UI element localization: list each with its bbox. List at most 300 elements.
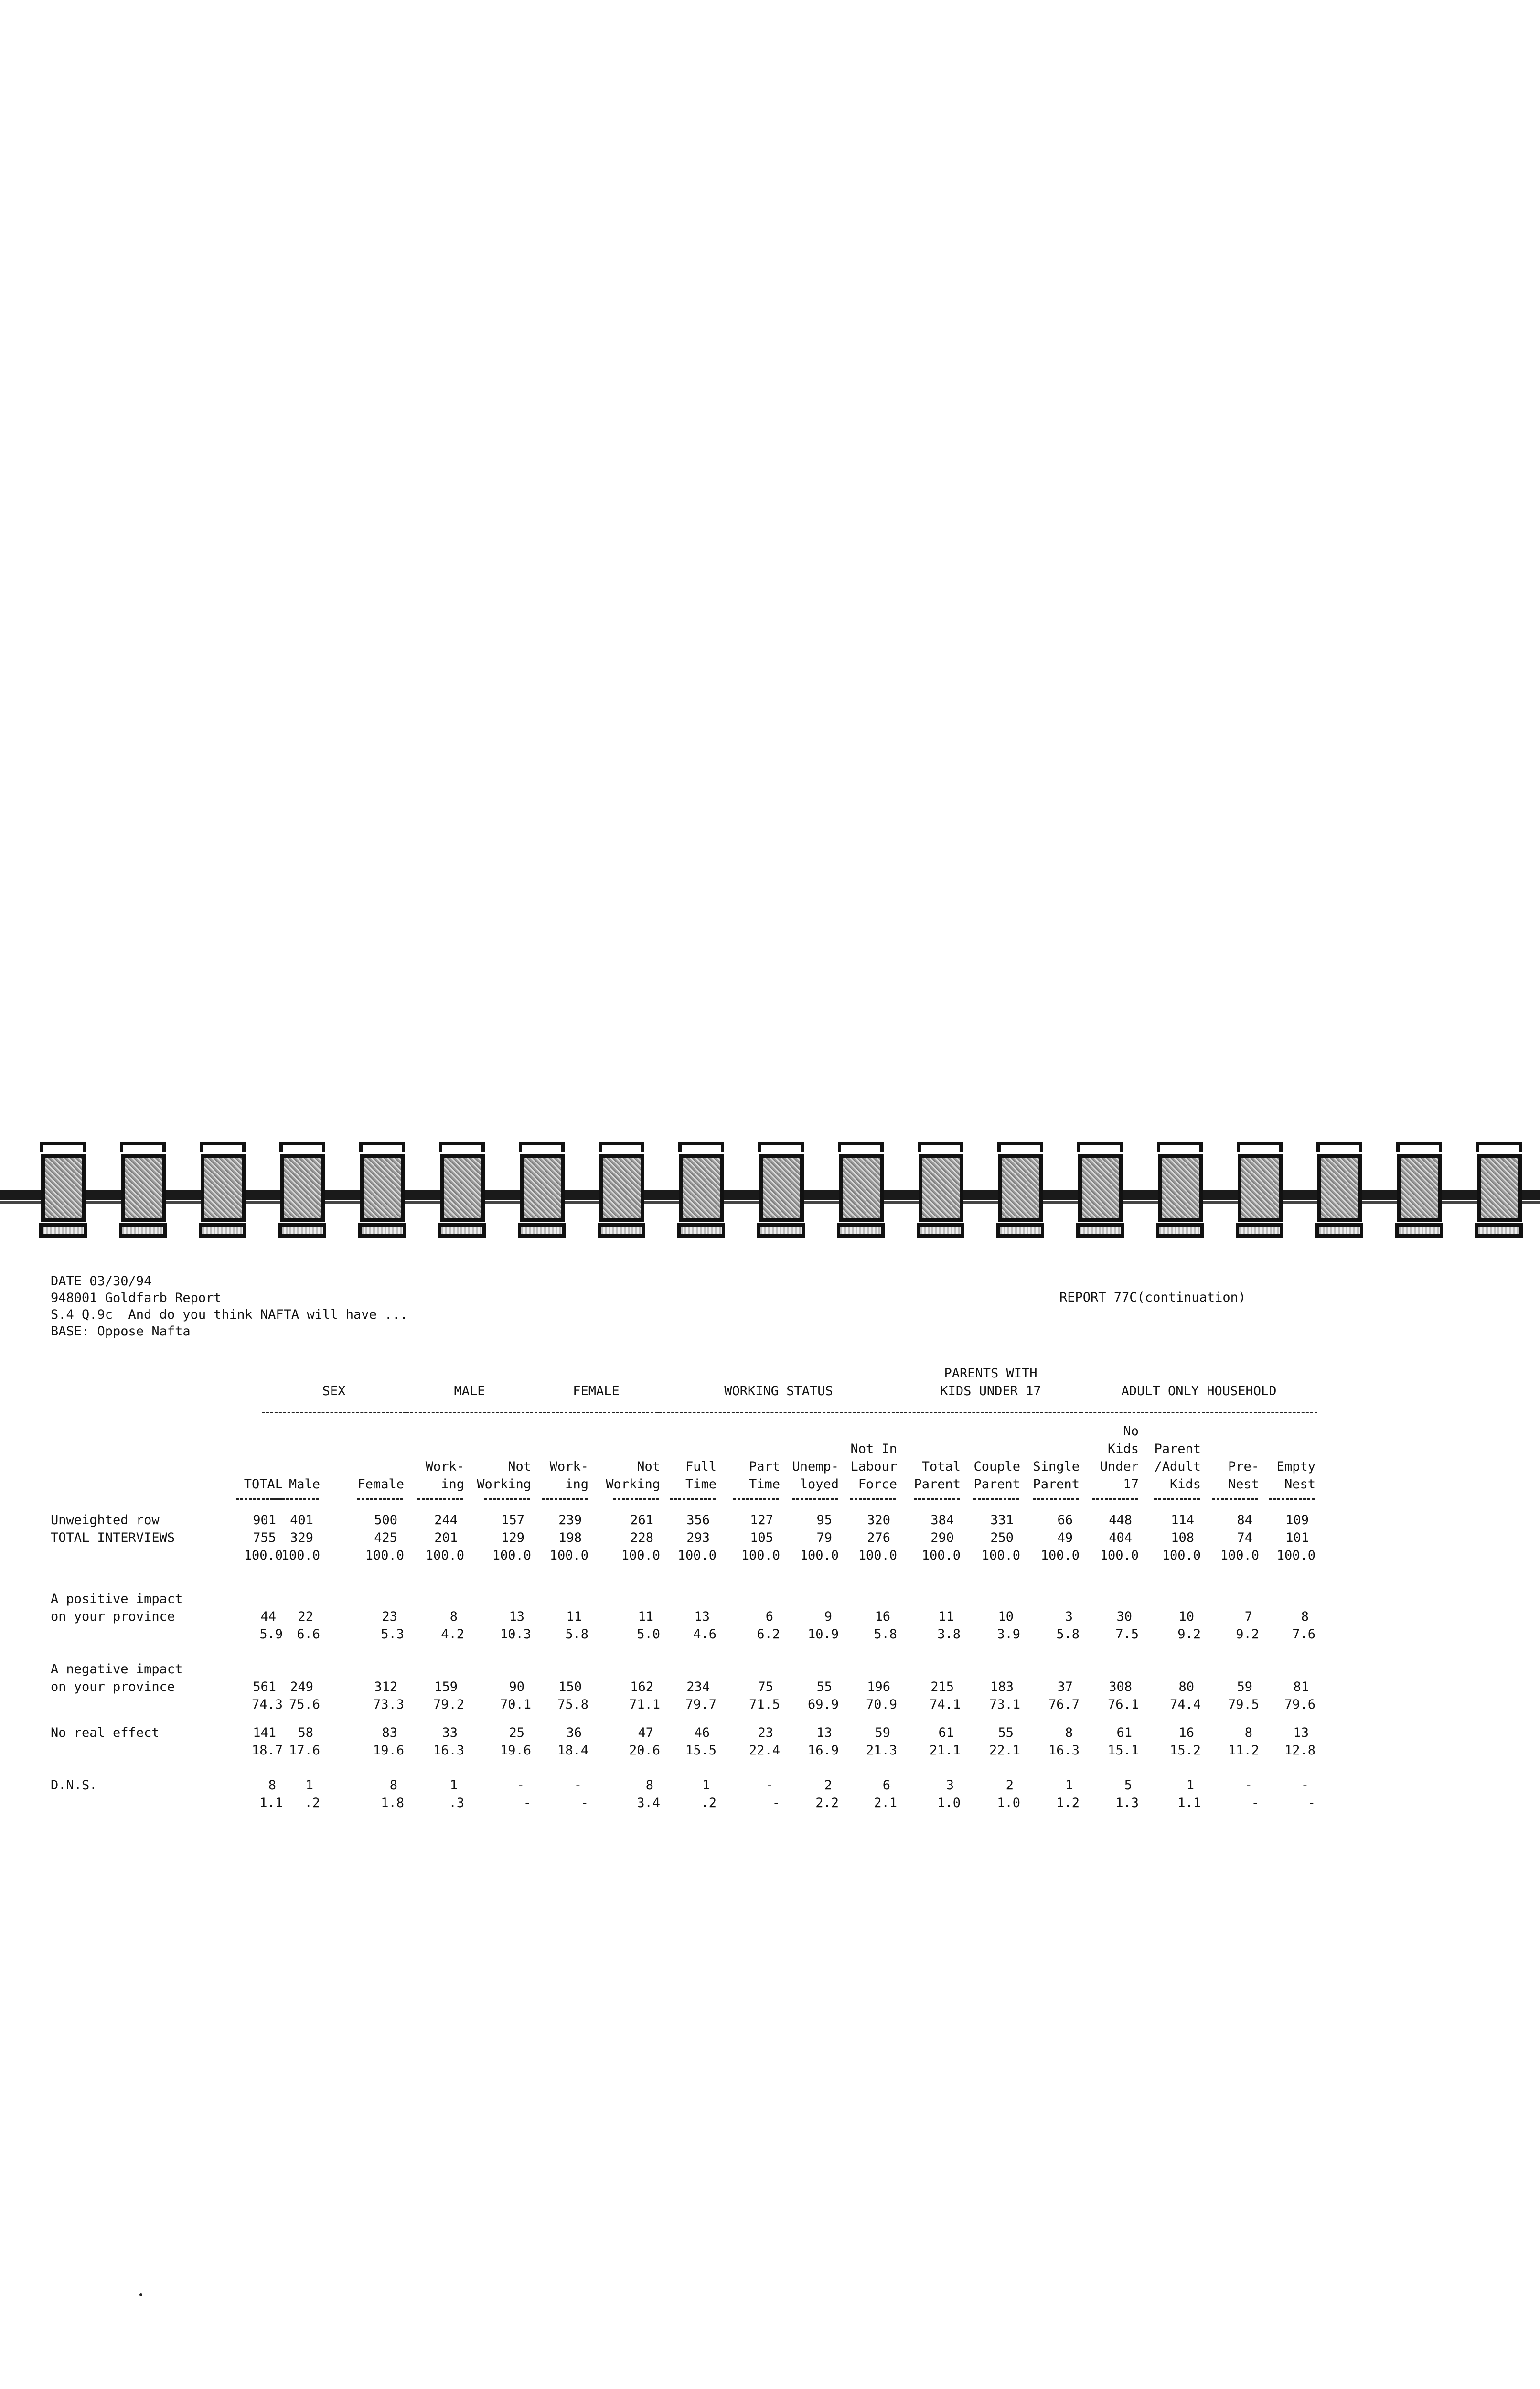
binding-ring-part bbox=[1397, 1154, 1442, 1222]
column-header: Work- bbox=[425, 1459, 464, 1474]
table-cell: 1.8 bbox=[381, 1796, 404, 1810]
table-cell: 3 bbox=[1065, 1609, 1073, 1624]
table-cell: 100.0 bbox=[621, 1548, 660, 1563]
column-header-underline bbox=[542, 1498, 588, 1500]
table-cell: 46 bbox=[694, 1725, 710, 1740]
table-cell: 162 bbox=[630, 1679, 653, 1694]
table-cell: 15.5 bbox=[685, 1743, 717, 1758]
binding-ring-part bbox=[678, 1142, 724, 1152]
binding-ring-part bbox=[1157, 1142, 1203, 1152]
binding-ring-part bbox=[838, 1142, 884, 1152]
table-cell: 109 bbox=[1285, 1513, 1309, 1528]
table-cell: 61 bbox=[938, 1725, 954, 1740]
table-cell: 23 bbox=[758, 1725, 773, 1740]
binding-ring-part bbox=[280, 1154, 325, 1222]
table-cell: 100.0 bbox=[921, 1548, 961, 1563]
column-header-underline bbox=[914, 1498, 960, 1500]
binding-ring bbox=[916, 1142, 966, 1238]
table-cell: 108 bbox=[1171, 1530, 1194, 1545]
column-header: Working bbox=[606, 1477, 660, 1492]
banner-group-label: KIDS UNDER 17 bbox=[940, 1384, 1041, 1399]
table-cell: 79.6 bbox=[1284, 1697, 1315, 1712]
column-header: 17 bbox=[1123, 1477, 1139, 1492]
table-cell: 75 bbox=[758, 1679, 773, 1694]
table-cell: 83 bbox=[382, 1725, 397, 1740]
table-cell: 5.8 bbox=[1056, 1627, 1080, 1642]
table-cell: 8 bbox=[1065, 1725, 1073, 1740]
table-cell: 293 bbox=[686, 1530, 710, 1545]
binding-ring-part bbox=[1236, 1223, 1283, 1238]
table-cell: 11 bbox=[638, 1609, 653, 1624]
scan-speck bbox=[139, 2293, 142, 2296]
binding-ring bbox=[836, 1142, 887, 1238]
row-label: TOTAL INTERVIEWS bbox=[51, 1530, 175, 1545]
table-cell: - bbox=[1251, 1796, 1259, 1810]
banner-group-underline bbox=[1080, 1412, 1317, 1413]
table-cell: 356 bbox=[686, 1513, 710, 1528]
table-cell: 79 bbox=[816, 1530, 832, 1545]
binding-ring-part bbox=[1238, 1154, 1283, 1222]
table-cell: 5.9 bbox=[259, 1627, 283, 1642]
table-cell: 10.9 bbox=[807, 1627, 839, 1642]
table-cell: 59 bbox=[1237, 1679, 1252, 1694]
binding-ring-part bbox=[1315, 1223, 1363, 1238]
table-cell: 1.1 bbox=[259, 1796, 283, 1810]
column-header-underline bbox=[417, 1498, 463, 1500]
column-header: loyed bbox=[800, 1477, 839, 1492]
binding-ring bbox=[1075, 1142, 1126, 1238]
row-label: A negative impact bbox=[51, 1662, 183, 1677]
table-cell: 18.4 bbox=[557, 1743, 588, 1758]
binding-ring-part bbox=[1395, 1223, 1443, 1238]
binding-ring-part bbox=[1477, 1154, 1522, 1222]
table-cell: 84 bbox=[1237, 1513, 1252, 1528]
table-cell: 55 bbox=[816, 1679, 832, 1694]
table-cell: 6 bbox=[882, 1778, 890, 1793]
binding-ring bbox=[1474, 1142, 1525, 1238]
binding-ring bbox=[118, 1142, 169, 1238]
binding-ring-part bbox=[996, 1223, 1044, 1238]
table-cell: 20.6 bbox=[629, 1743, 660, 1758]
binding-ring-part bbox=[599, 1154, 644, 1222]
column-header: ing bbox=[565, 1477, 588, 1492]
binding-ring bbox=[995, 1142, 1046, 1238]
binding-ring-part bbox=[358, 1223, 406, 1238]
spiral-binding bbox=[0, 1142, 1540, 1252]
table-cell: 44 bbox=[260, 1609, 276, 1624]
table-cell: 1 bbox=[449, 1778, 458, 1793]
table-cell: 100.0 bbox=[1100, 1548, 1139, 1563]
binding-ring-part bbox=[758, 1142, 804, 1152]
column-header-underline bbox=[850, 1498, 896, 1500]
table-cell: 100.0 bbox=[244, 1548, 283, 1563]
table-cell: 13 bbox=[1293, 1725, 1309, 1740]
table-cell: 2 bbox=[824, 1778, 832, 1793]
table-cell: 100.0 bbox=[741, 1548, 780, 1563]
table-cell: 9.2 bbox=[1236, 1627, 1259, 1642]
table-cell: 331 bbox=[990, 1513, 1014, 1528]
table-cell: 23 bbox=[382, 1609, 397, 1624]
table-cell: 25 bbox=[509, 1725, 524, 1740]
binding-ring-part bbox=[998, 1154, 1043, 1222]
column-header: Pre- bbox=[1228, 1459, 1259, 1474]
table-cell: 75.6 bbox=[289, 1697, 320, 1712]
report-date: DATE 03/30/94 bbox=[51, 1274, 152, 1289]
table-cell: 3.9 bbox=[997, 1627, 1020, 1642]
table-cell: 228 bbox=[630, 1530, 653, 1545]
column-header: Not bbox=[508, 1459, 531, 1474]
table-cell: 22.4 bbox=[749, 1743, 780, 1758]
column-header: /Adult bbox=[1154, 1459, 1201, 1474]
table-cell: 55 bbox=[998, 1725, 1014, 1740]
table-cell: 71.1 bbox=[629, 1697, 660, 1712]
table-cell: 7 bbox=[1244, 1609, 1252, 1624]
table-cell: 21.1 bbox=[929, 1743, 961, 1758]
table-cell: 79.2 bbox=[433, 1697, 464, 1712]
table-cell: 15.1 bbox=[1107, 1743, 1139, 1758]
column-header-underline bbox=[1154, 1498, 1200, 1500]
table-cell: 8 bbox=[389, 1778, 397, 1793]
table-cell: 9.2 bbox=[1177, 1627, 1201, 1642]
table-cell: 7.5 bbox=[1115, 1627, 1139, 1642]
table-cell: 59 bbox=[875, 1725, 890, 1740]
table-cell: - bbox=[516, 1778, 524, 1793]
table-cell: 3.4 bbox=[637, 1796, 660, 1810]
binding-ring-part bbox=[599, 1142, 644, 1152]
column-header-underline bbox=[1212, 1498, 1258, 1500]
binding-ring-part bbox=[1077, 1142, 1123, 1152]
column-header: Full bbox=[685, 1459, 717, 1474]
binding-ring-part bbox=[120, 1142, 166, 1152]
binding-ring bbox=[517, 1142, 567, 1238]
binding-ring-part bbox=[598, 1223, 645, 1238]
binding-ring-part bbox=[1475, 1223, 1523, 1238]
table-cell: 70.1 bbox=[500, 1697, 531, 1712]
table-cell: 21.3 bbox=[866, 1743, 897, 1758]
binding-ring-part bbox=[1156, 1223, 1204, 1238]
binding-ring-part bbox=[279, 1142, 325, 1152]
table-cell: 19.6 bbox=[373, 1743, 404, 1758]
column-header: Total bbox=[921, 1459, 961, 1474]
binding-ring-part bbox=[439, 1142, 485, 1152]
table-cell: 16.9 bbox=[807, 1743, 839, 1758]
binding-ring-part bbox=[839, 1154, 884, 1222]
binding-ring-part bbox=[40, 1142, 86, 1152]
table-cell: 100.0 bbox=[365, 1548, 404, 1563]
table-cell: 16 bbox=[1178, 1725, 1194, 1740]
table-cell: 76.7 bbox=[1048, 1697, 1080, 1712]
table-cell: - bbox=[772, 1796, 780, 1810]
table-cell: 6.6 bbox=[297, 1627, 320, 1642]
binding-ring-part bbox=[278, 1223, 326, 1238]
table-cell: 80 bbox=[1178, 1679, 1194, 1694]
binding-ring-part bbox=[518, 1223, 566, 1238]
binding-ring-part bbox=[119, 1223, 167, 1238]
table-cell: 95 bbox=[816, 1513, 832, 1528]
table-cell: - bbox=[1244, 1778, 1252, 1793]
table-cell: 8 bbox=[1244, 1725, 1252, 1740]
table-cell: 100.0 bbox=[549, 1548, 588, 1563]
row-label: D.N.S. bbox=[51, 1778, 97, 1793]
table-cell: 261 bbox=[630, 1513, 653, 1528]
table-cell: 1 bbox=[1065, 1778, 1073, 1793]
table-cell: 76.1 bbox=[1107, 1697, 1139, 1712]
column-header: Nest bbox=[1284, 1477, 1315, 1492]
column-header: Parent bbox=[1033, 1477, 1080, 1492]
table-cell: 11.2 bbox=[1228, 1743, 1259, 1758]
binding-ring-part bbox=[39, 1223, 87, 1238]
binding-ring-part bbox=[837, 1223, 885, 1238]
table-cell: 22.1 bbox=[989, 1743, 1020, 1758]
binding-ring-part bbox=[200, 1142, 246, 1152]
table-cell: 500 bbox=[374, 1513, 397, 1528]
column-header-underline bbox=[273, 1498, 319, 1500]
table-cell: 100.0 bbox=[1040, 1548, 1080, 1563]
column-header-underline bbox=[1092, 1498, 1138, 1500]
table-cell: 129 bbox=[501, 1530, 524, 1545]
table-cell: 70.9 bbox=[866, 1697, 897, 1712]
table-cell: 47 bbox=[638, 1725, 653, 1740]
binding-ring bbox=[597, 1142, 647, 1238]
table-cell: 81 bbox=[1293, 1679, 1309, 1694]
table-cell: 215 bbox=[930, 1679, 954, 1694]
banner-group-label: SEX bbox=[322, 1384, 346, 1399]
table-cell: 1.0 bbox=[937, 1796, 961, 1810]
table-cell: 15.2 bbox=[1169, 1743, 1201, 1758]
binding-ring-part bbox=[997, 1142, 1043, 1152]
banner-group-underline bbox=[658, 1412, 899, 1413]
column-header-underline bbox=[484, 1498, 530, 1500]
table-cell: 4.6 bbox=[693, 1627, 717, 1642]
binding-ring bbox=[357, 1142, 408, 1238]
banner-group-label: ADULT ONLY HOUSEHOLD bbox=[1121, 1384, 1277, 1399]
banner-group-underline bbox=[406, 1412, 533, 1413]
table-cell: 448 bbox=[1109, 1513, 1132, 1528]
table-cell: 6 bbox=[765, 1609, 773, 1624]
table-cell: 100.0 bbox=[677, 1548, 717, 1563]
table-cell: .3 bbox=[449, 1796, 464, 1810]
table-cell: 196 bbox=[867, 1679, 890, 1694]
column-header-underline bbox=[973, 1498, 1019, 1500]
table-cell: 74 bbox=[1237, 1530, 1252, 1545]
column-header: Work- bbox=[549, 1459, 588, 1474]
table-cell: 9 bbox=[824, 1609, 832, 1624]
table-cell: 250 bbox=[990, 1530, 1014, 1545]
table-cell: 5.3 bbox=[381, 1627, 404, 1642]
table-cell: 79.5 bbox=[1228, 1697, 1259, 1712]
binding-ring bbox=[1155, 1142, 1206, 1238]
table-cell: 90 bbox=[509, 1679, 524, 1694]
column-header: Nest bbox=[1228, 1477, 1259, 1492]
table-cell: 61 bbox=[1116, 1725, 1132, 1740]
column-header-underline bbox=[357, 1498, 403, 1500]
binding-ring-part bbox=[1317, 1154, 1362, 1222]
column-header-underline bbox=[792, 1498, 838, 1500]
table-cell: .2 bbox=[701, 1796, 717, 1810]
row-label: on your province bbox=[51, 1609, 175, 1624]
binding-ring-part bbox=[677, 1223, 725, 1238]
row-label: No real effect bbox=[51, 1725, 160, 1740]
table-cell: 276 bbox=[867, 1530, 890, 1545]
banner-group-label: FEMALE bbox=[573, 1384, 620, 1399]
table-cell: 101 bbox=[1285, 1530, 1309, 1545]
table-cell: 100.0 bbox=[981, 1548, 1020, 1563]
table-cell: 8 bbox=[449, 1609, 458, 1624]
base-text: BASE: Oppose Nafta bbox=[51, 1324, 191, 1339]
table-cell: 1.0 bbox=[997, 1796, 1020, 1810]
table-cell: 1.1 bbox=[1177, 1796, 1201, 1810]
table-cell: 10.3 bbox=[500, 1627, 531, 1642]
column-header: Female bbox=[357, 1477, 404, 1492]
binding-ring-part bbox=[199, 1223, 246, 1238]
report-name: 948001 Goldfarb Report bbox=[51, 1291, 222, 1305]
table-cell: 401 bbox=[290, 1513, 313, 1528]
column-header: Single bbox=[1033, 1459, 1080, 1474]
table-cell: 33 bbox=[442, 1725, 458, 1740]
table-cell: 8 bbox=[1301, 1609, 1309, 1624]
table-cell: 1 bbox=[702, 1778, 710, 1793]
binding-ring bbox=[1235, 1142, 1285, 1238]
column-header: Male bbox=[289, 1477, 320, 1492]
table-cell: - bbox=[580, 1796, 588, 1810]
table-cell: 1 bbox=[1186, 1778, 1194, 1793]
table-cell: 308 bbox=[1109, 1679, 1132, 1694]
table-cell: 73.3 bbox=[373, 1697, 404, 1712]
binding-ring-part bbox=[1158, 1154, 1203, 1222]
binding-ring-part bbox=[1316, 1142, 1362, 1152]
table-cell: 755 bbox=[253, 1530, 276, 1545]
table-cell: 18.7 bbox=[251, 1743, 283, 1758]
binding-ring bbox=[38, 1142, 89, 1238]
column-header: Kids bbox=[1169, 1477, 1201, 1492]
table-cell: 5 bbox=[1124, 1778, 1132, 1793]
table-cell: 150 bbox=[558, 1679, 582, 1694]
binding-ring-part bbox=[759, 1154, 804, 1222]
binding-ring-part bbox=[1078, 1154, 1123, 1222]
table-cell: 30 bbox=[1116, 1609, 1132, 1624]
table-cell: 100.0 bbox=[1276, 1548, 1315, 1563]
table-cell: 71.5 bbox=[749, 1697, 780, 1712]
binding-ring-part bbox=[519, 1142, 565, 1152]
banner-group-underline bbox=[530, 1412, 662, 1413]
binding-ring-part bbox=[918, 1142, 963, 1152]
table-cell: 16 bbox=[875, 1609, 890, 1624]
table-cell: 19.6 bbox=[500, 1743, 531, 1758]
table-cell: 74.3 bbox=[251, 1697, 283, 1712]
binding-ring bbox=[1394, 1142, 1445, 1238]
banner-group-underline bbox=[262, 1412, 406, 1413]
column-header: Under bbox=[1100, 1459, 1139, 1474]
table-cell: 5.8 bbox=[874, 1627, 897, 1642]
banner-group-label: MALE bbox=[454, 1384, 485, 1399]
table-cell: 127 bbox=[750, 1513, 773, 1528]
table-cell: - bbox=[523, 1796, 531, 1810]
table-cell: 5.0 bbox=[637, 1627, 660, 1642]
table-cell: 1.3 bbox=[1115, 1796, 1139, 1810]
table-cell: 75.8 bbox=[557, 1697, 588, 1712]
table-cell: 66 bbox=[1057, 1513, 1073, 1528]
table-cell: 3.8 bbox=[937, 1627, 961, 1642]
table-cell: 329 bbox=[290, 1530, 313, 1545]
column-header: TOTAL bbox=[244, 1477, 283, 1492]
banner-group-label: WORKING STATUS bbox=[724, 1384, 833, 1399]
table-cell: 201 bbox=[434, 1530, 458, 1545]
column-header: Part bbox=[749, 1459, 780, 1474]
table-cell: 13 bbox=[509, 1609, 524, 1624]
binding-ring-part bbox=[1076, 1223, 1124, 1238]
banner-group-underline bbox=[900, 1412, 1081, 1413]
table-cell: 159 bbox=[434, 1679, 458, 1694]
table-cell: 141 bbox=[253, 1725, 276, 1740]
table-cell: 100.0 bbox=[1220, 1548, 1259, 1563]
table-cell: .2 bbox=[304, 1796, 320, 1810]
column-header: Kids bbox=[1107, 1442, 1139, 1456]
table-cell: 100.0 bbox=[858, 1548, 897, 1563]
report-id: REPORT 77C(continuation) bbox=[1059, 1290, 1246, 1305]
table-cell: 901 bbox=[253, 1513, 276, 1528]
table-cell: 239 bbox=[558, 1513, 582, 1528]
table-cell: 7.6 bbox=[1292, 1627, 1315, 1642]
table-cell: 312 bbox=[374, 1679, 397, 1694]
binding-ring-part bbox=[359, 1142, 405, 1152]
table-cell: 11 bbox=[938, 1609, 954, 1624]
binding-ring bbox=[1315, 1142, 1365, 1238]
binding-ring-part bbox=[679, 1154, 724, 1222]
table-cell: 425 bbox=[374, 1530, 397, 1545]
table-cell: 183 bbox=[990, 1679, 1014, 1694]
column-header: Time bbox=[749, 1477, 780, 1492]
table-cell: 58 bbox=[298, 1725, 313, 1740]
table-cell: 290 bbox=[930, 1530, 954, 1545]
question-text: S.4 Q.9c And do you think NAFTA will have ... bbox=[51, 1307, 408, 1322]
binding-ring-part bbox=[41, 1154, 86, 1222]
table-cell: 100.0 bbox=[1162, 1548, 1201, 1563]
table-cell: 69.9 bbox=[807, 1697, 839, 1712]
binding-ring-part bbox=[917, 1223, 964, 1238]
table-cell: 16.3 bbox=[433, 1743, 464, 1758]
column-header: Time bbox=[685, 1477, 717, 1492]
table-cell: 1.2 bbox=[1056, 1796, 1080, 1810]
table-cell: 22 bbox=[298, 1609, 313, 1624]
binding-ring bbox=[676, 1142, 727, 1238]
table-cell: 74.4 bbox=[1169, 1697, 1201, 1712]
table-cell: 157 bbox=[501, 1513, 524, 1528]
column-header: Couple bbox=[973, 1459, 1020, 1474]
table-cell: - bbox=[574, 1778, 582, 1793]
binding-ring-part bbox=[1396, 1142, 1442, 1152]
table-cell: 10 bbox=[1178, 1609, 1194, 1624]
binding-ring bbox=[437, 1142, 488, 1238]
table-cell: 105 bbox=[750, 1530, 773, 1545]
binding-ring-part bbox=[360, 1154, 405, 1222]
table-cell: 3 bbox=[946, 1778, 954, 1793]
row-label: Unweighted row bbox=[51, 1513, 160, 1528]
table-cell: 17.6 bbox=[289, 1743, 320, 1758]
table-cell: - bbox=[1307, 1796, 1315, 1810]
column-header: Unemp- bbox=[792, 1459, 839, 1474]
table-cell: 2 bbox=[1005, 1778, 1014, 1793]
table-cell: 100.0 bbox=[800, 1548, 839, 1563]
table-cell: 384 bbox=[930, 1513, 954, 1528]
table-cell: 1 bbox=[305, 1778, 313, 1793]
table-cell: 244 bbox=[434, 1513, 458, 1528]
binding-ring-part bbox=[438, 1223, 486, 1238]
binding-ring-part bbox=[757, 1223, 805, 1238]
table-cell: 2.1 bbox=[874, 1796, 897, 1810]
binding-ring-part bbox=[1237, 1142, 1283, 1152]
column-header-underline bbox=[670, 1498, 716, 1500]
table-cell: 5.8 bbox=[565, 1627, 588, 1642]
